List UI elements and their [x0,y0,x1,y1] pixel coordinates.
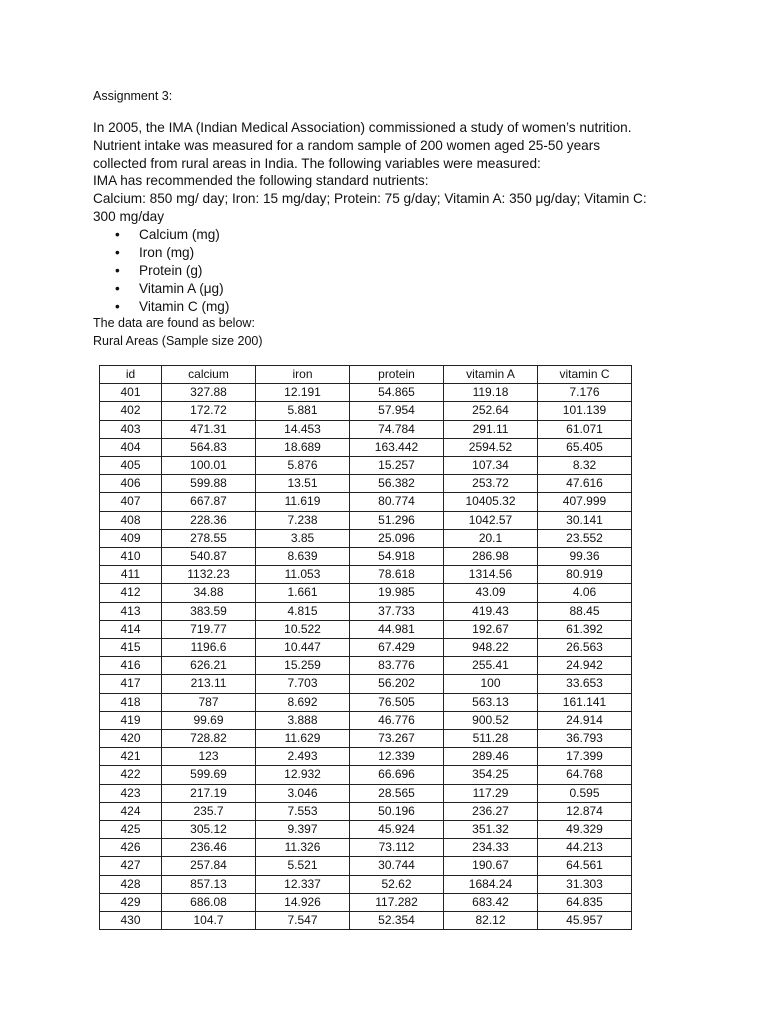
cell-protein: 52.62 [350,875,444,893]
table-row [100,402,632,420]
cell-vitamin-c: 17.399 [538,748,632,766]
column-header-iron: iron [256,366,350,384]
cell-protein: 12.339 [350,748,444,766]
list-item [93,262,229,280]
cell-protein: 66.696 [350,766,444,784]
cell-id: 413 [100,602,162,620]
cell-protein: 67.429 [350,639,444,657]
assignment-title: Assignment 3: [93,89,173,103]
cell-id: 421 [100,748,162,766]
table-row [100,693,632,711]
cell-vitamin-a: 289.46 [444,748,538,766]
column-header-vitamin-a: vitamin A [444,366,538,384]
cell-iron: 12.932 [256,766,350,784]
cell-vitamin-c: 23.552 [538,529,632,547]
cell-vitamin-c: 47.616 [538,475,632,493]
intro-paragraph [93,119,693,226]
list-item [93,298,229,316]
cell-calcium: 599.69 [162,766,256,784]
cell-id: 411 [100,566,162,584]
cell-vitamin-a: 351.32 [444,821,538,839]
cell-protein: 83.776 [350,657,444,675]
cell-calcium: 172.72 [162,402,256,420]
cell-vitamin-c: 36.793 [538,730,632,748]
table-row [100,384,632,402]
sample-note: Rural Areas (Sample size 200) [93,334,263,348]
cell-vitamin-a: 1314.56 [444,566,538,584]
cell-calcium: 305.12 [162,821,256,839]
table-row [100,711,632,729]
column-header-calcium: calcium [162,366,256,384]
cell-protein: 51.296 [350,511,444,529]
cell-calcium: 99.69 [162,711,256,729]
cell-protein: 15.257 [350,457,444,475]
cell-protein: 56.382 [350,475,444,493]
bullet-icon: • [115,262,120,278]
cell-calcium: 34.88 [162,584,256,602]
table-row [100,475,632,493]
cell-calcium: 278.55 [162,529,256,547]
cell-id: 403 [100,420,162,438]
cell-protein: 45.924 [350,821,444,839]
variable-label: Protein (g) [139,262,203,278]
list-item [93,244,229,262]
cell-vitamin-a: 119.18 [444,384,538,402]
cell-iron: 11.629 [256,730,350,748]
nutrient-table [99,365,632,930]
cell-vitamin-a: 255.41 [444,657,538,675]
table-row [100,620,632,638]
cell-calcium: 719.77 [162,620,256,638]
cell-vitamin-a: 107.34 [444,457,538,475]
cell-vitamin-c: 99.36 [538,548,632,566]
cell-iron: 15.259 [256,657,350,675]
cell-vitamin-c: 161.141 [538,693,632,711]
cell-vitamin-c: 80.919 [538,566,632,584]
cell-protein: 163.442 [350,438,444,456]
cell-vitamin-c: 88.45 [538,602,632,620]
cell-protein: 52.354 [350,912,444,930]
table-row [100,529,632,547]
cell-vitamin-c: 4.06 [538,584,632,602]
cell-calcium: 564.83 [162,438,256,456]
intro-line: 300 mg/day [93,208,165,224]
table-row [100,457,632,475]
cell-vitamin-c: 61.392 [538,620,632,638]
bullet-icon: • [115,244,120,260]
cell-vitamin-c: 44.213 [538,839,632,857]
cell-iron: 12.191 [256,384,350,402]
cell-id: 402 [100,402,162,420]
table-row [100,821,632,839]
cell-calcium: 213.11 [162,675,256,693]
cell-vitamin-c: 24.942 [538,657,632,675]
intro-line: In 2005, the IMA (Indian Medical Association) commissioned a study of women’s nutrition. [93,120,632,135]
cell-vitamin-a: 43.09 [444,584,538,602]
cell-calcium: 327.88 [162,384,256,402]
cell-id: 410 [100,548,162,566]
cell-calcium: 228.36 [162,511,256,529]
cell-protein: 25.096 [350,529,444,547]
table-row [100,511,632,529]
cell-iron: 5.881 [256,402,350,420]
cell-vitamin-a: 1684.24 [444,875,538,893]
cell-iron: 11.619 [256,493,350,511]
cell-protein: 117.282 [350,893,444,911]
cell-protein: 56.202 [350,675,444,693]
bullet-icon: • [115,298,120,314]
bullet-icon: • [115,280,120,296]
cell-vitamin-a: 948.22 [444,639,538,657]
cell-vitamin-a: 190.67 [444,857,538,875]
cell-iron: 11.326 [256,839,350,857]
cell-vitamin-a: 683.42 [444,893,538,911]
cell-iron: 7.703 [256,675,350,693]
cell-id: 419 [100,711,162,729]
cell-id: 429 [100,893,162,911]
cell-iron: 7.238 [256,511,350,529]
cell-iron: 5.876 [256,457,350,475]
cell-calcium: 667.87 [162,493,256,511]
cell-iron: 10.522 [256,620,350,638]
column-header-protein: protein [350,366,444,384]
cell-vitamin-a: 419.43 [444,602,538,620]
cell-iron: 8.639 [256,548,350,566]
cell-protein: 73.112 [350,839,444,857]
cell-iron: 4.815 [256,602,350,620]
variable-label: Vitamin C (mg) [139,298,230,314]
cell-iron: 10.447 [256,639,350,657]
cell-id: 425 [100,821,162,839]
cell-vitamin-a: 511.28 [444,730,538,748]
cell-calcium: 599.88 [162,475,256,493]
cell-vitamin-c: 31.303 [538,875,632,893]
cell-calcium: 383.59 [162,602,256,620]
cell-calcium: 857.13 [162,875,256,893]
cell-protein: 46.776 [350,711,444,729]
table-row [100,584,632,602]
cell-id: 415 [100,639,162,657]
table-row [100,566,632,584]
table-row [100,675,632,693]
cell-vitamin-c: 49.329 [538,821,632,839]
table-row [100,784,632,802]
table-row [100,493,632,511]
variable-label: Vitamin A (μg) [139,280,224,296]
table-row [100,657,632,675]
table-row [100,438,632,456]
cell-vitamin-c: 65.405 [538,438,632,456]
cell-vitamin-a: 291.11 [444,420,538,438]
cell-id: 424 [100,802,162,820]
cell-iron: 3.85 [256,529,350,547]
cell-id: 423 [100,784,162,802]
cell-protein: 76.505 [350,693,444,711]
cell-id: 404 [100,438,162,456]
cell-vitamin-c: 64.768 [538,766,632,784]
cell-vitamin-c: 64.561 [538,857,632,875]
table-body [100,384,632,930]
cell-vitamin-c: 101.139 [538,402,632,420]
cell-calcium: 787 [162,693,256,711]
table-row [100,766,632,784]
cell-id: 401 [100,384,162,402]
cell-protein: 30.744 [350,857,444,875]
variable-label: Iron (mg) [139,244,195,260]
cell-calcium: 626.21 [162,657,256,675]
table-row [100,548,632,566]
bullet-icon: • [115,227,120,242]
cell-vitamin-a: 252.64 [444,402,538,420]
cell-iron: 13.51 [256,475,350,493]
cell-vitamin-c: 12.874 [538,802,632,820]
cell-iron: 12.337 [256,875,350,893]
table-row [100,802,632,820]
cell-vitamin-c: 45.957 [538,912,632,930]
cell-vitamin-a: 563.13 [444,693,538,711]
cell-id: 418 [100,693,162,711]
cell-vitamin-c: 33.653 [538,675,632,693]
column-header-id: id [100,366,162,384]
cell-vitamin-a: 82.12 [444,912,538,930]
cell-id: 430 [100,912,162,930]
table-row [100,875,632,893]
cell-protein: 44.981 [350,620,444,638]
cell-vitamin-a: 10405.32 [444,493,538,511]
variable-list [93,226,229,316]
cell-id: 428 [100,875,162,893]
cell-calcium: 1132.23 [162,566,256,584]
cell-protein: 57.954 [350,402,444,420]
cell-vitamin-a: 253.72 [444,475,538,493]
cell-vitamin-a: 286.98 [444,548,538,566]
table-row [100,602,632,620]
cell-vitamin-a: 900.52 [444,711,538,729]
cell-iron: 5.521 [256,857,350,875]
cell-protein: 54.918 [350,548,444,566]
cell-iron: 9.397 [256,821,350,839]
cell-protein: 50.196 [350,802,444,820]
cell-calcium: 471.31 [162,420,256,438]
cell-calcium: 257.84 [162,857,256,875]
cell-iron: 2.493 [256,748,350,766]
cell-id: 408 [100,511,162,529]
cell-calcium: 686.08 [162,893,256,911]
cell-vitamin-a: 100 [444,675,538,693]
table-row [100,893,632,911]
cell-id: 416 [100,657,162,675]
cell-iron: 18.689 [256,438,350,456]
table-row [100,839,632,857]
cell-id: 405 [100,457,162,475]
table-row [100,912,632,930]
cell-calcium: 104.7 [162,912,256,930]
cell-id: 422 [100,766,162,784]
cell-iron: 3.888 [256,711,350,729]
cell-calcium: 236.46 [162,839,256,857]
intro-line: Calcium: 850 mg/ day; Iron: 15 mg/day; Protein: 75 g/day; Vitamin A: 350 μg/day; Vitamin C: [93,191,647,207]
list-item [93,226,229,244]
cell-vitamin-c: 24.914 [538,711,632,729]
cell-protein: 80.774 [350,493,444,511]
cell-iron: 1.661 [256,584,350,602]
cell-protein: 19.985 [350,584,444,602]
cell-calcium: 1196.6 [162,639,256,657]
cell-iron: 7.553 [256,802,350,820]
cell-iron: 8.692 [256,693,350,711]
cell-id: 409 [100,529,162,547]
cell-id: 412 [100,584,162,602]
cell-vitamin-a: 192.67 [444,620,538,638]
cell-calcium: 123 [162,748,256,766]
cell-id: 420 [100,730,162,748]
cell-protein: 28.565 [350,784,444,802]
cell-vitamin-a: 117.29 [444,784,538,802]
data-note: The data are found as below: [93,316,255,330]
intro-line: collected from rural areas in India. The following variables were measured: [93,155,541,171]
cell-protein: 73.267 [350,730,444,748]
table-header-row [100,366,632,384]
intro-line: Nutrient intake was measured for a random sample of 200 women aged 25-50 years [93,137,601,153]
cell-vitamin-a: 20.1 [444,529,538,547]
cell-vitamin-a: 2594.52 [444,438,538,456]
cell-id: 414 [100,620,162,638]
cell-iron: 7.547 [256,912,350,930]
cell-calcium: 100.01 [162,457,256,475]
cell-id: 427 [100,857,162,875]
cell-protein: 78.618 [350,566,444,584]
cell-iron: 3.046 [256,784,350,802]
cell-vitamin-c: 61.071 [538,420,632,438]
cell-id: 426 [100,839,162,857]
cell-vitamin-a: 354.25 [444,766,538,784]
intro-line: IMA has recommended the following standard nutrients: [93,173,429,189]
cell-vitamin-c: 30.141 [538,511,632,529]
cell-vitamin-c: 64.835 [538,893,632,911]
cell-id: 417 [100,675,162,693]
cell-vitamin-c: 26.563 [538,639,632,657]
cell-vitamin-c: 7.176 [538,384,632,402]
cell-vitamin-a: 234.33 [444,839,538,857]
cell-vitamin-c: 407.999 [538,493,632,511]
cell-calcium: 540.87 [162,548,256,566]
cell-calcium: 217.19 [162,784,256,802]
cell-calcium: 728.82 [162,730,256,748]
cell-vitamin-a: 236.27 [444,802,538,820]
cell-protein: 37.733 [350,602,444,620]
list-item [93,280,229,298]
table-row [100,857,632,875]
cell-protein: 54.865 [350,384,444,402]
table-row [100,730,632,748]
cell-iron: 11.053 [256,566,350,584]
cell-vitamin-a: 1042.57 [444,511,538,529]
variable-label: Calcium (mg) [139,227,220,242]
cell-iron: 14.926 [256,893,350,911]
cell-calcium: 235.7 [162,802,256,820]
table-row [100,748,632,766]
column-header-vitamin-c: vitamin C [538,366,632,384]
cell-vitamin-c: 0.595 [538,784,632,802]
cell-protein: 74.784 [350,420,444,438]
table-row [100,420,632,438]
table-row [100,639,632,657]
cell-vitamin-c: 8.32 [538,457,632,475]
cell-id: 407 [100,493,162,511]
cell-id: 406 [100,475,162,493]
cell-iron: 14.453 [256,420,350,438]
